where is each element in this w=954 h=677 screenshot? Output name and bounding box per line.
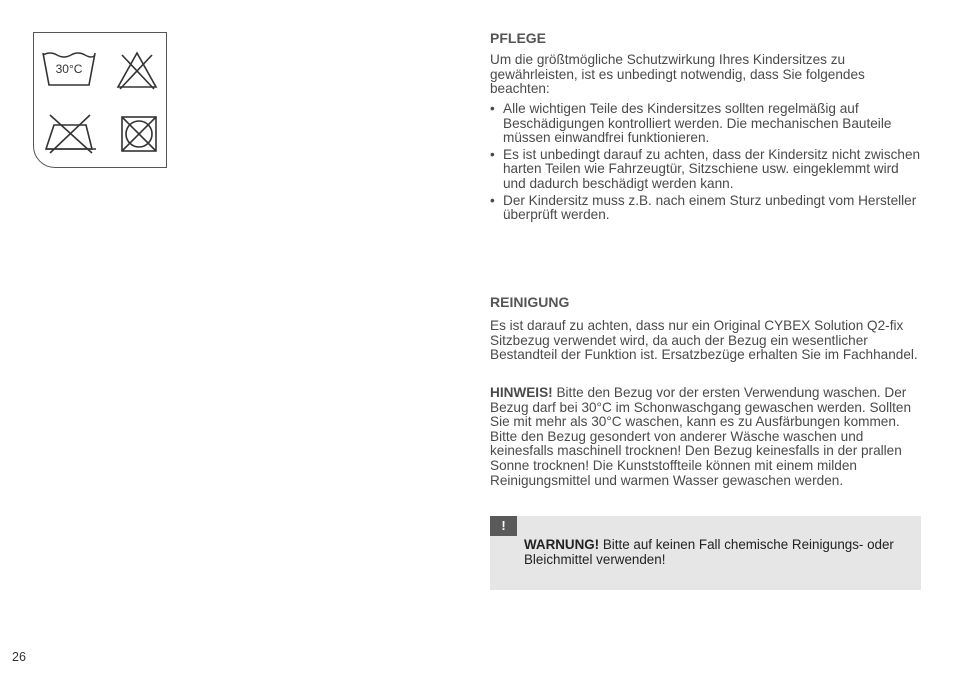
list-item: • Der Kindersitz muss z.B. nach einem Sturz unbedingt vom Hersteller überprüft werden. <box>490 192 917 223</box>
no-iron-icon <box>42 111 100 155</box>
warning-box <box>490 516 921 590</box>
pflege-bullet-list <box>490 102 922 225</box>
wash-temperature-label: 30°C <box>55 62 83 76</box>
no-tumble-dry-icon <box>118 113 160 155</box>
page-number: 26 <box>12 650 26 664</box>
warning-label: WARNUNG! <box>524 537 600 552</box>
care-symbols-box <box>33 32 167 168</box>
reinigung-paragraph: Es ist darauf zu achten, dass nur ein Original CYBEX Solution Q2-fix Sitzbezug verwendet wird, da auch der Bezug ein wesentlicher Bestandteil der Funktion ist. Ersatzbezüge erhalten Sie im Fachhandel. <box>490 318 918 363</box>
hinweis-paragraph <box>490 386 922 488</box>
hinweis-label: HINWEIS! <box>490 385 553 400</box>
list-item: • Alle wichtigen Teile des Kindersitzes sollten regelmäßig auf Beschädigungen kontrolliert werden. Die mechanischen Bauteile müssen einwandfrei funktionieren. <box>490 101 892 146</box>
warning-text: WARNUNG! Bitte auf keinen Fall chemische Reinigungs- oder Bleichmittel verwenden! <box>524 537 894 567</box>
hinweis-text: Bitte den Bezug vor der ersten Verwendung waschen. Der Bezug darf bei 30°C im Schonwaschgang gewaschen werden. Sollten Sie mit mehr als 30°C waschen, kann es zu Ausfärbungen kommen. Bitte den Bezug gesondert von anderer Wäsche waschen und keinesfalls maschinell trocknen! Den Bezug keinesfalls in der prallen Sonne trocknen! Die Kunststoffteile können mit einem milden Reinigungsmittel und warmen Wasser gewaschen werden. <box>490 385 912 488</box>
pflege-heading: PFLEGE <box>490 30 547 46</box>
reinigung-heading: REINIGUNG <box>490 294 570 310</box>
pflege-intro: Um die größtmögliche Schutzwirkung Ihres Kindersitzes zu gewährleisten, ist es unbedingt notwendig, dass Sie folgendes beachten: <box>490 52 865 97</box>
wash-30-icon <box>40 49 98 89</box>
no-bleach-icon <box>114 49 160 91</box>
warning-badge-icon: ! <box>490 516 517 536</box>
list-item: • Es ist unbedingt darauf zu achten, dass der Kindersitz nicht zwischen harten Teilen wie Fahrzeugtür, Sitzschiene usw. eingeklemmt wird und dadurch beschädigt werden kann. <box>490 146 921 191</box>
